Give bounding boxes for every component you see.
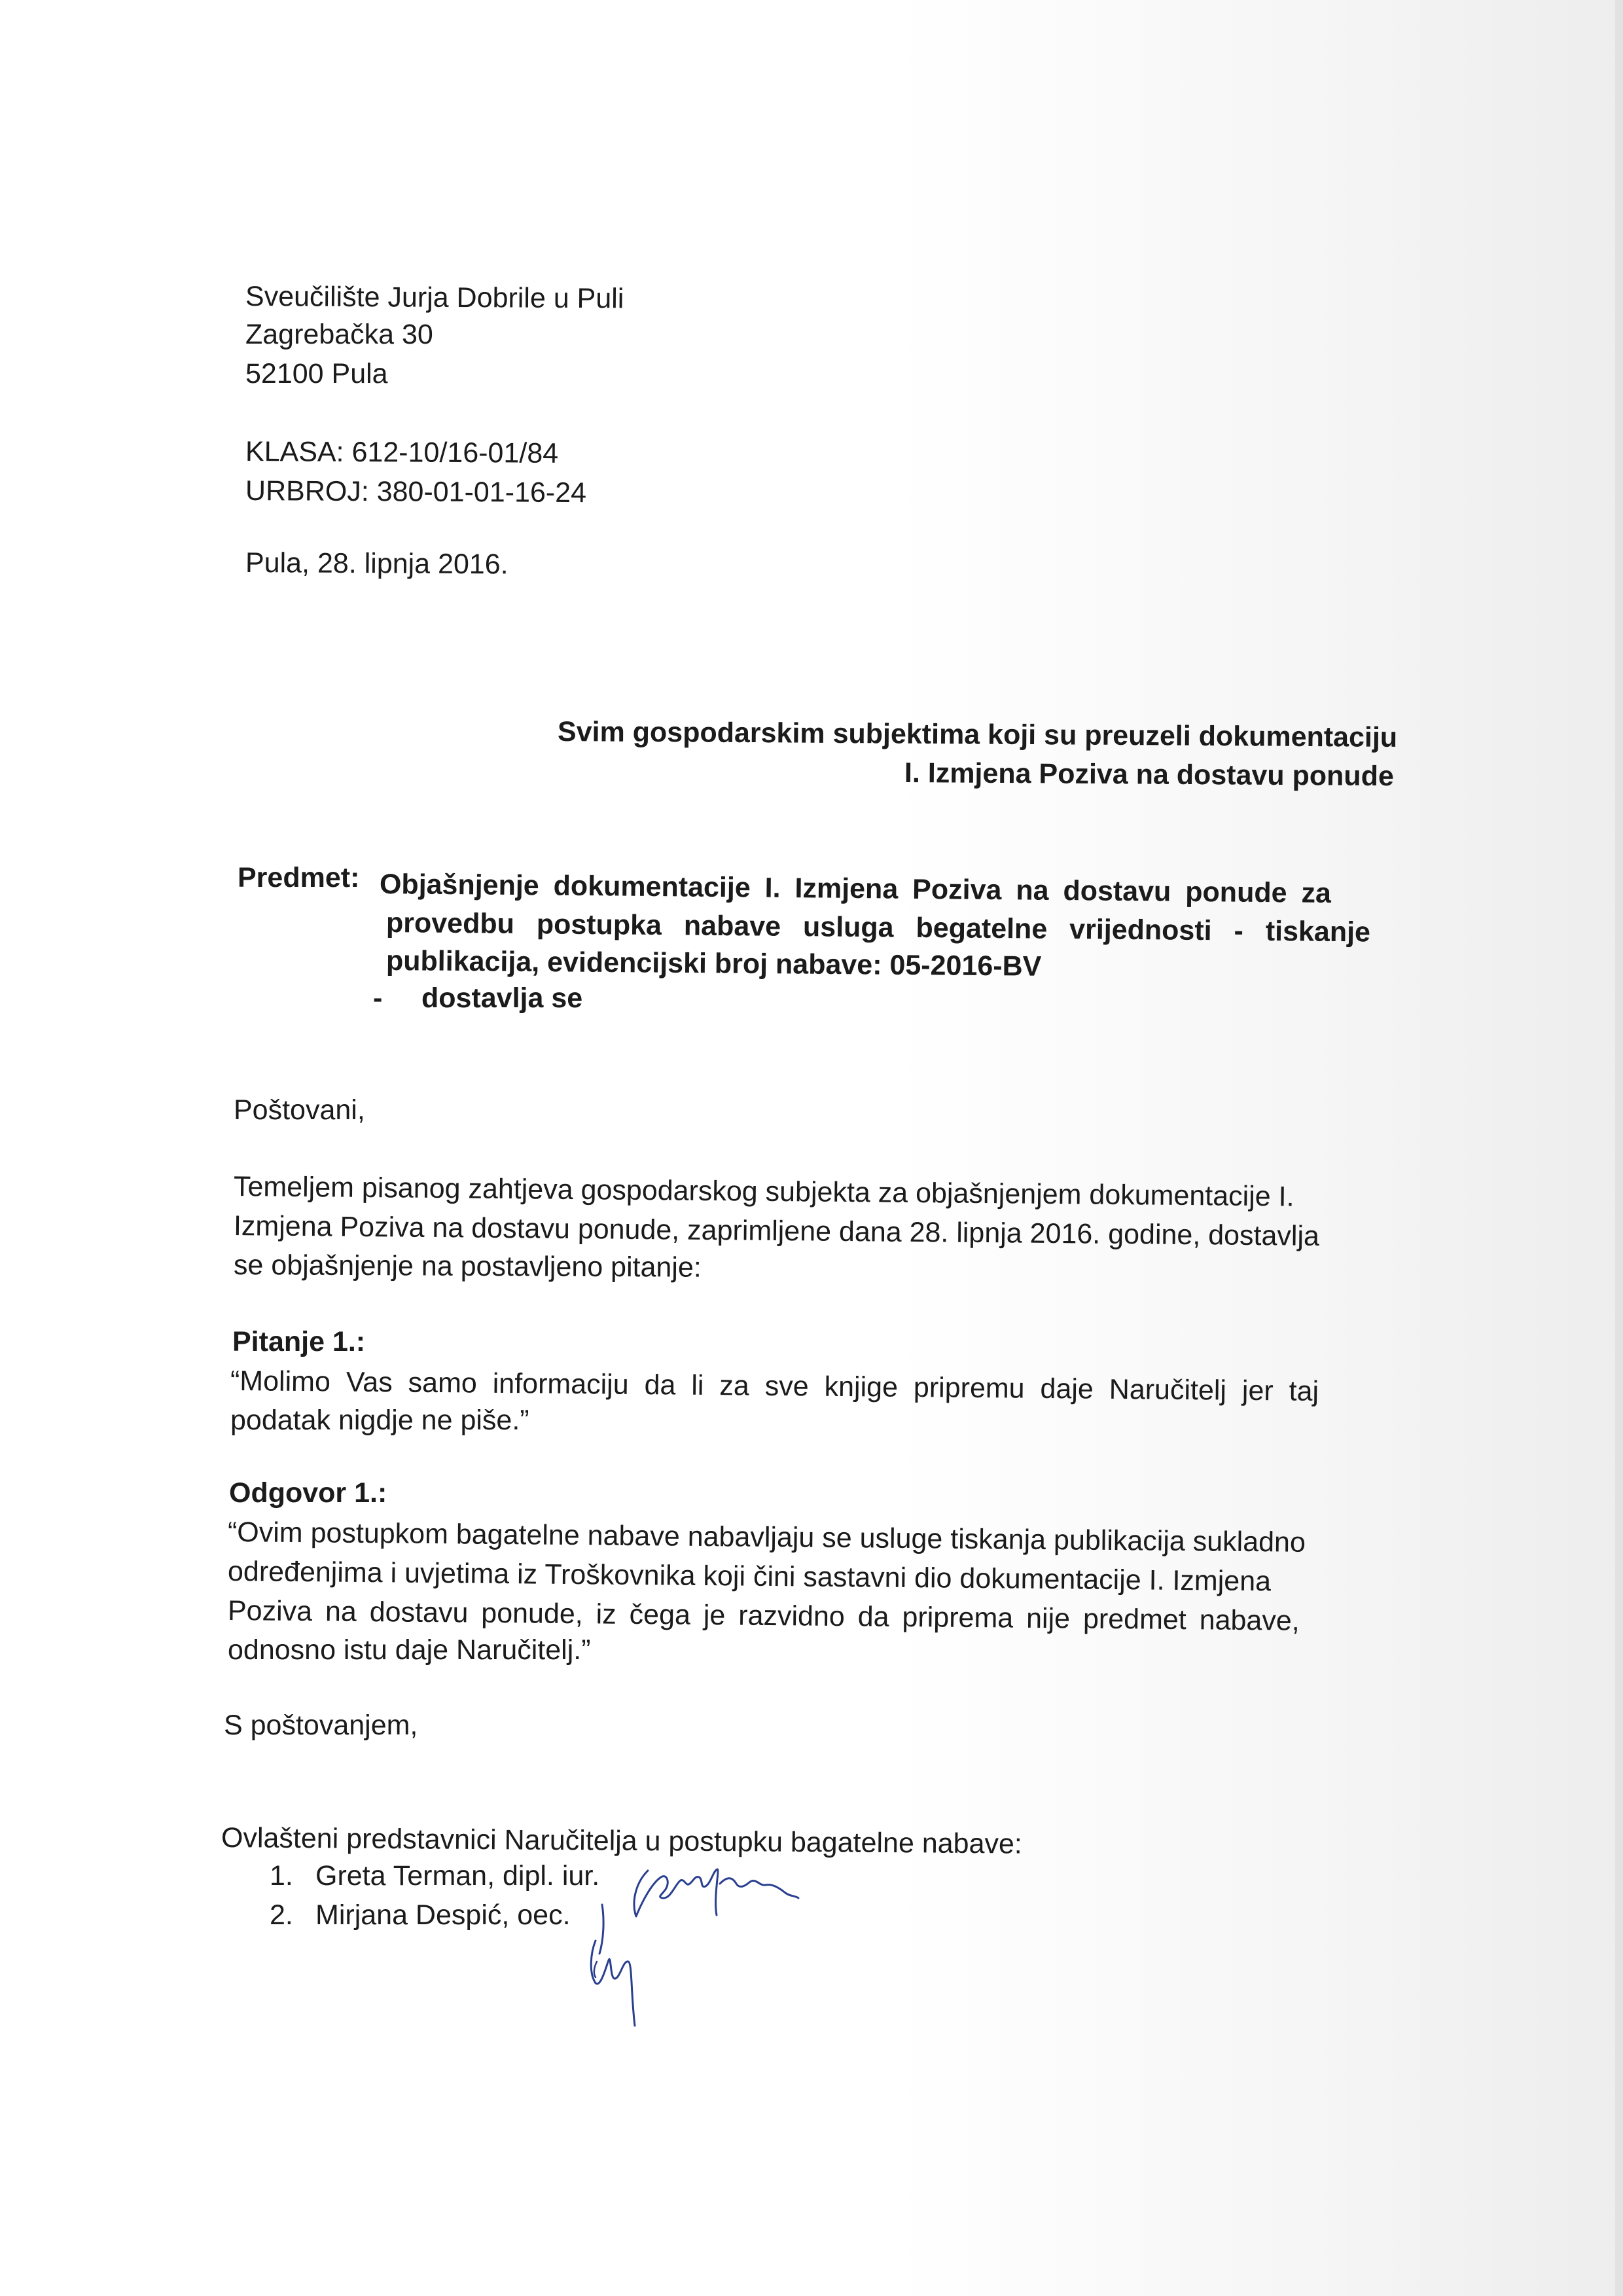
- sender-city: 52100 Pula: [245, 358, 388, 389]
- answer-line-4: odnosno istu daje Naručitelj.”: [228, 1634, 591, 1666]
- answer-label: Odgovor 1.:: [229, 1477, 387, 1509]
- intro-line-3: se objašnjenje na postavljeno pitanje:: [233, 1249, 702, 1283]
- representative-1-name: Greta Terman, dipl. iur.: [315, 1860, 600, 1892]
- intro-line-1: Temeljem pisanog zahtjeva gospodarskog subjekta za objašnjenjem dokumentacije I.: [233, 1171, 1294, 1213]
- subject-line-2: provedbu postupka nabave usluga begatelne vrijednosti - tiskanje: [385, 907, 1371, 948]
- sender-street: Zagrebačka 30: [245, 319, 433, 350]
- representative-1-number: 1.: [270, 1860, 293, 1892]
- representatives-intro: Ovlašteni predstavnici Naručitelja u postupku bagatelne nabave:: [221, 1822, 1023, 1860]
- answer-line-2: određenjima i uvjetima iz Troškovnika koji čini sastavni dio dokumentacije I. Izmjena: [227, 1556, 1272, 1598]
- representative-2-number: 2.: [270, 1899, 293, 1931]
- subject-line-1-text: Objašnjenje dokumentacije I. Izmjena Poziva na dostavu ponude za: [379, 869, 1332, 909]
- subject-line-4: dostavlja se: [421, 982, 583, 1014]
- scan-edge: [1615, 0, 1623, 2296]
- closing: S poštovanjem,: [224, 1710, 418, 1741]
- urbroj: URBROJ: 380-01-01-16-24: [245, 475, 587, 509]
- subject-line-3: publikacija, evidencijski broj nabave: 05-2016-BV: [385, 945, 1042, 982]
- salutation: Poštovani,: [234, 1094, 365, 1126]
- date: Pula, 28. lipnja 2016.: [245, 547, 508, 581]
- question-line-1: “Molimo Vas samo informaciju da li za sve knjige pripremu daje Naručitelj jer taj: [230, 1365, 1319, 1407]
- question-line-2: podatak nigdje ne piše.”: [230, 1405, 529, 1436]
- subject-line-4-dash: -: [373, 982, 383, 1014]
- signature-mirjana-despic: [576, 1901, 668, 2032]
- answer-line-3: Poziva na dostavu ponude, iz čega je razvidno da priprema nije predmet nabave,: [227, 1595, 1300, 1637]
- question-label: Pitanje 1.:: [232, 1326, 366, 1357]
- intro-line-2: Izmjena Poziva na dostavu ponude, zaprimljene dana 28. lipnja 2016. godine, dostavlja: [233, 1210, 1320, 1252]
- recipient-line-1: Svim gospodarskim subjektima koji su preuzeli dokumentaciju: [557, 716, 1398, 753]
- answer-line-1: “Ovim postupkom bagatelne nabave nabavljaju se usluge tiskanja publikacija sukladno: [227, 1516, 1306, 1558]
- representative-2-name: Mirjana Despić, oec.: [315, 1899, 571, 1931]
- subject-label: Predmet:: [238, 862, 360, 893]
- subject-line-1: [380, 866, 1384, 912]
- recipient-line-2: I. Izmjena Poziva na dostavu ponude: [904, 757, 1395, 793]
- klasa: KLASA: 612-10/16-01/84: [245, 436, 559, 469]
- sender-name: Sveučilište Jurja Dobrile u Puli: [245, 281, 624, 315]
